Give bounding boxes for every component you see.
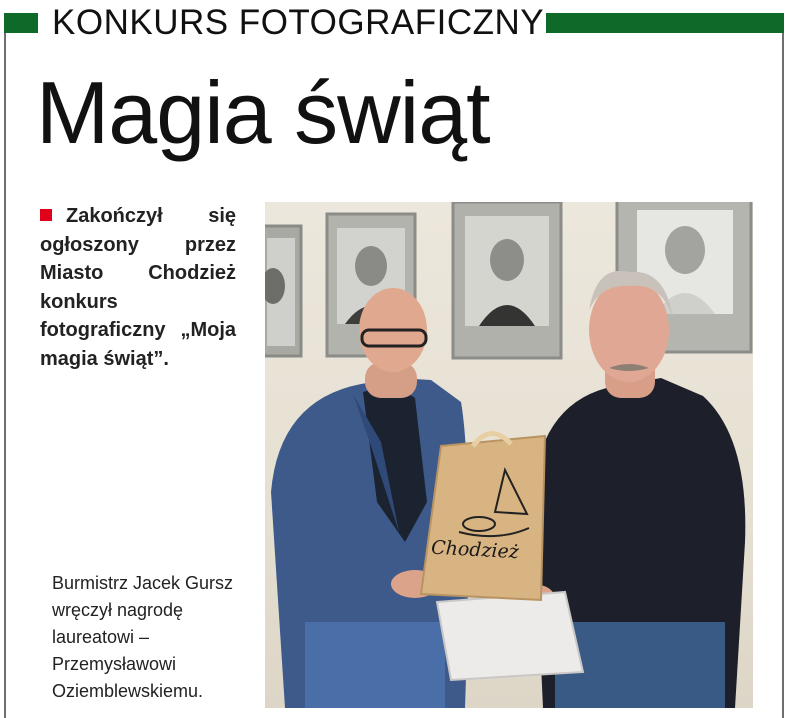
gift-bag: [421, 433, 545, 600]
wall-portrait-1: [265, 226, 301, 356]
bag-logo-text: Chodzież: [430, 536, 520, 564]
section-kicker: KONKURS FOTOGRAFICZNY: [52, 3, 545, 42]
white-envelope: [437, 592, 583, 680]
article-headline: Magia świąt: [36, 63, 490, 162]
article-lead: [40, 202, 236, 373]
section-rule-left: [4, 13, 38, 33]
page-frame-left: [4, 14, 6, 718]
photo-caption: Burmistrz Jacek Gursz wręczył nagrodę laureatowi – Przemysławowi Oziemblewskiemu.: [52, 573, 234, 701]
page-frame-right: [782, 14, 784, 718]
red-square-bullet-icon: [40, 209, 52, 221]
article-photo: [265, 202, 753, 708]
wall-portrait-3: [453, 202, 561, 358]
article-lead-text: Zakończył się ogłoszony przez Miasto Chodzież konkurs fotograficzny „Moja magia świąt”.: [40, 205, 236, 370]
section-rule-right: [546, 13, 784, 33]
